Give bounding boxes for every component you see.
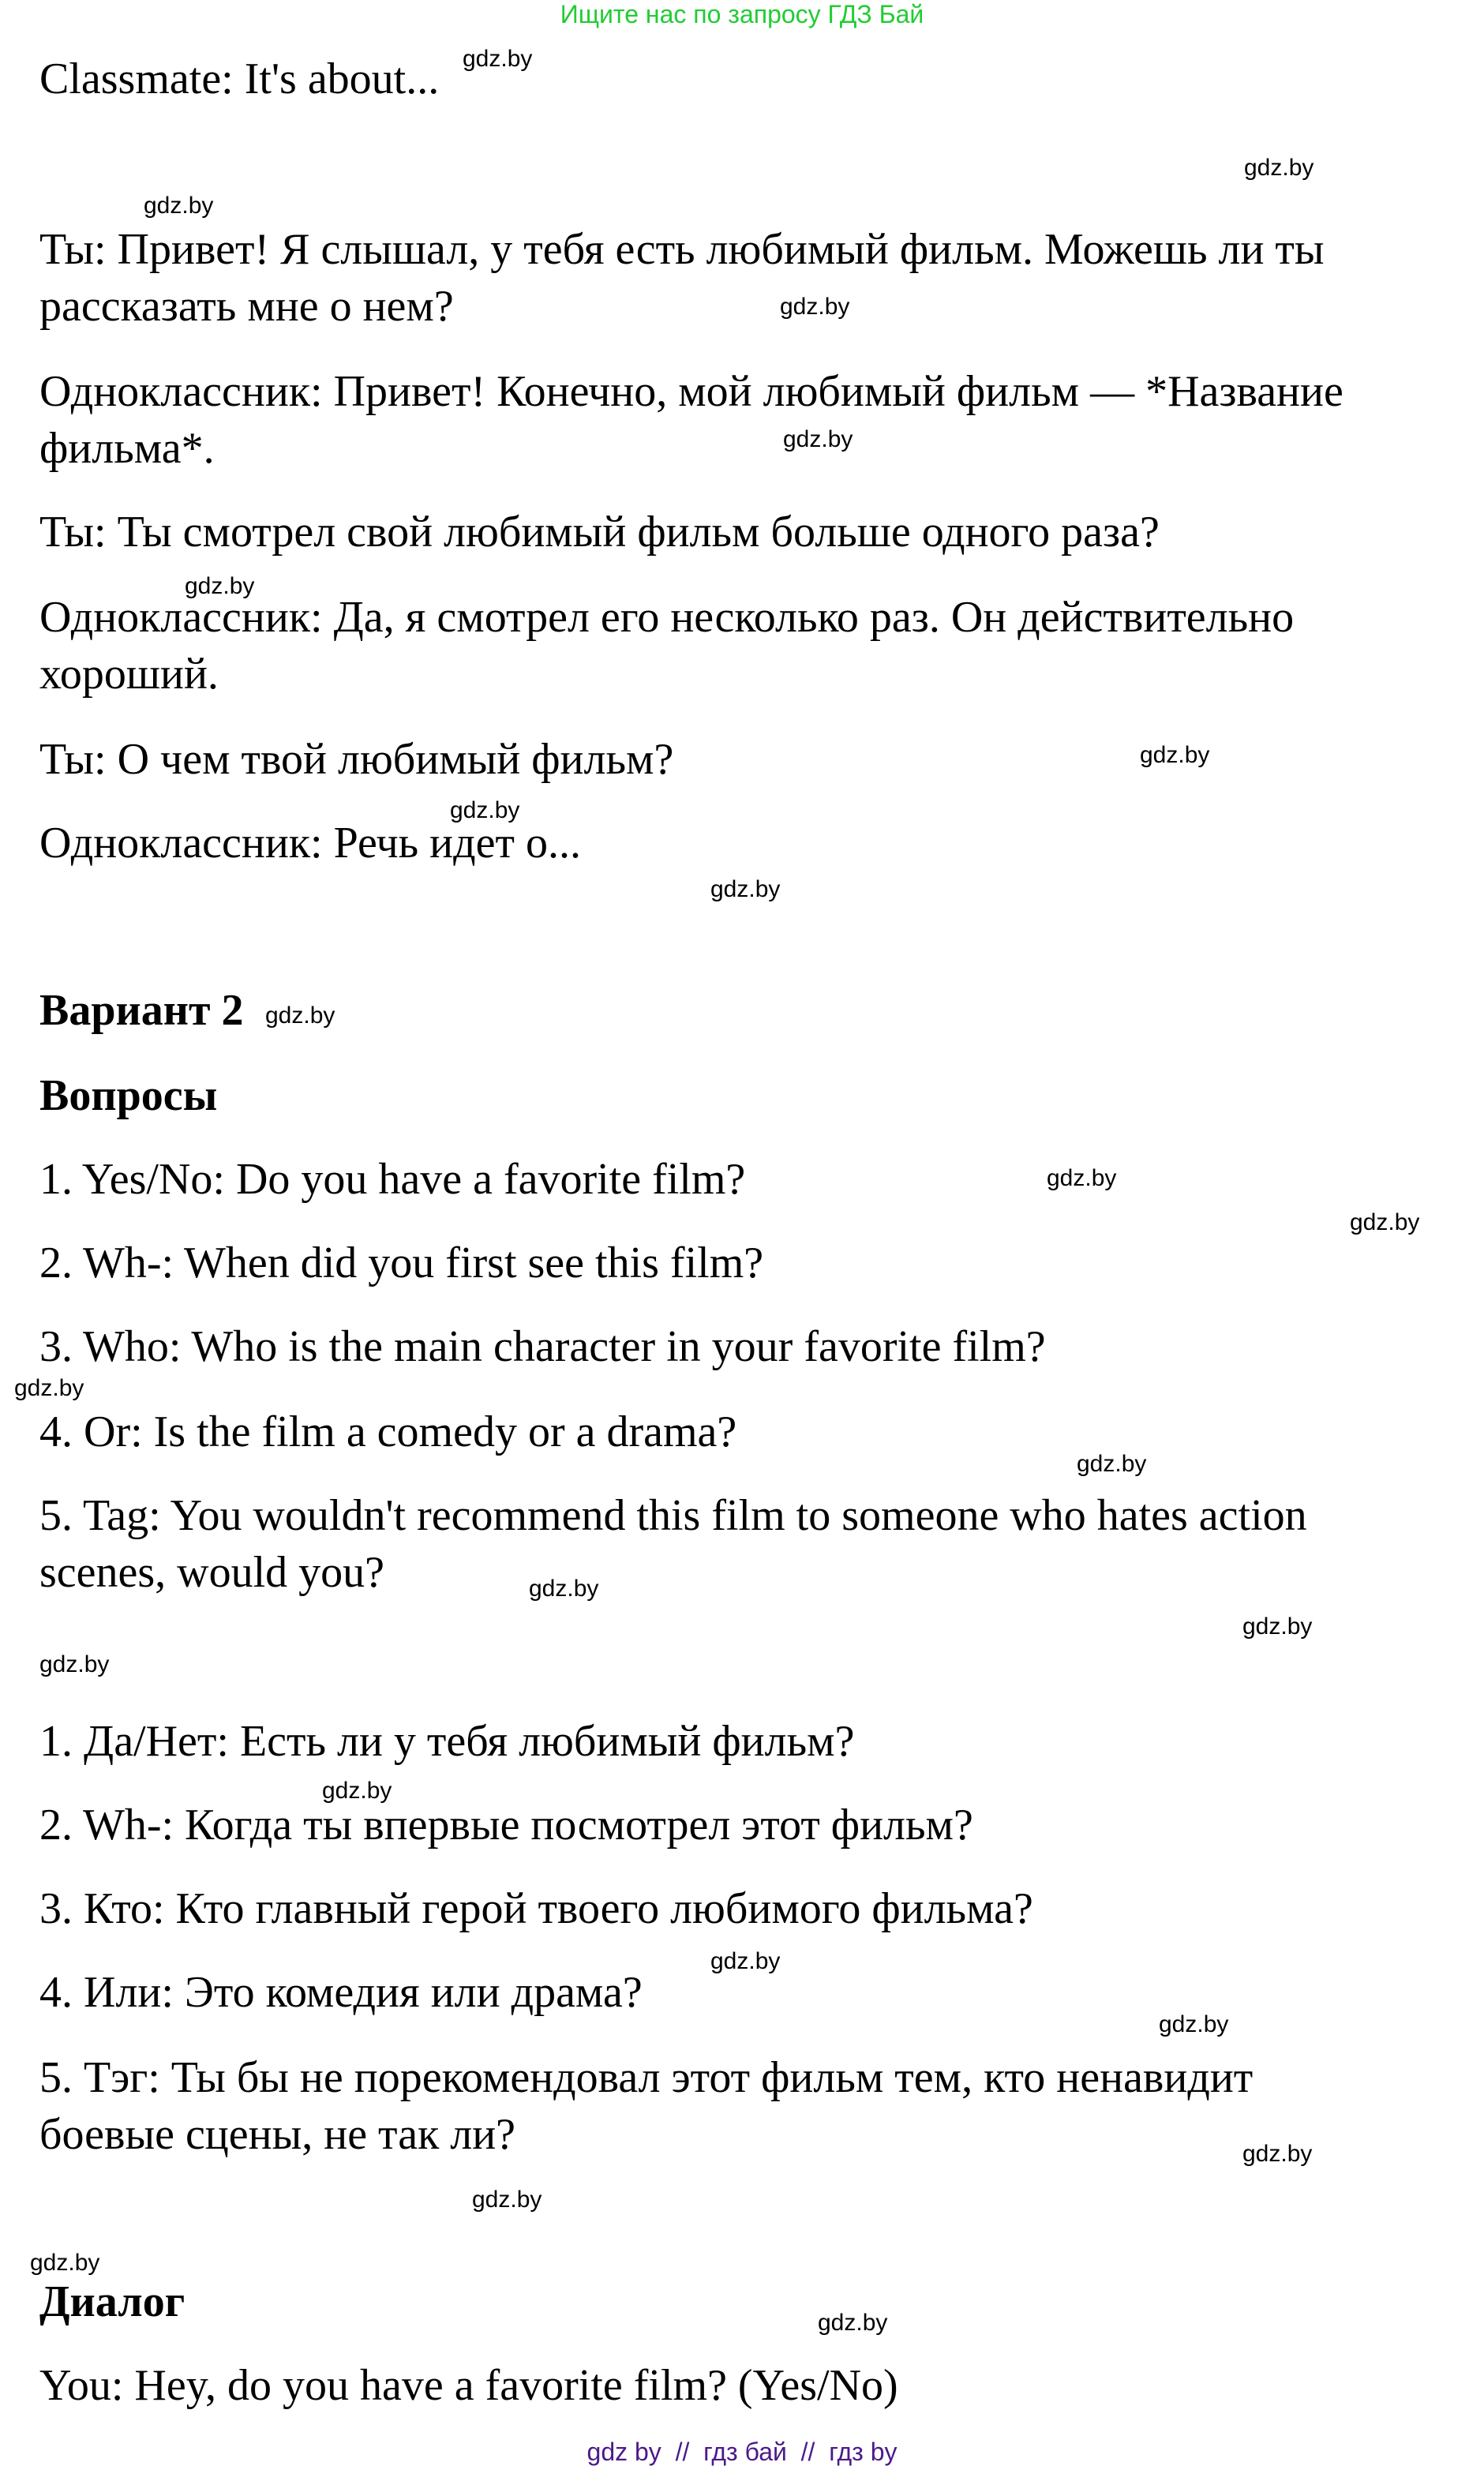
watermark: gdz.by [710,1948,781,1974]
watermark: gdz.by [265,1003,335,1029]
question-ru: 4. Или: Это комедия или драма? [39,1968,643,2017]
watermark: gdz.by [1077,1451,1147,1477]
variant-title: Вариант 2 [39,986,244,1035]
watermark: gdz.by [450,797,520,823]
dialogue-line: Ты: Привет! Я слышал, у тебя есть любимый фильм. Можешь ли ты [39,225,1325,274]
dialogue-line: рассказать мне о нем? [39,282,454,331]
watermark: gdz.by [780,294,850,320]
dialogue-heading: Диалог [39,2277,186,2326]
watermark: gdz.by [14,1375,84,1401]
watermark: gdz.by [1159,2011,1229,2037]
watermark: gdz.by [1350,1209,1420,1235]
dialogue-line: Ты: О чем твой любимый фильм? [39,735,674,784]
question-ru: боевые сцены, не так ли? [39,2110,516,2159]
question-en: 1. Yes/No: Do you have a favorite film? [39,1155,746,1204]
watermark: gdz.by [1242,2141,1313,2167]
watermark: gdz.by [30,2250,100,2276]
watermark: gdz.by [1242,1613,1313,1640]
question-en: 3. Who: Who is the main character in your favorite film? [39,1322,1046,1371]
question-ru: 2. Wh-: Когда ты впервые посмотрел этот фильм? [39,1801,973,1850]
question-ru: 5. Тэг: Ты бы не порекомендовал этот фильм тем, кто ненавидит [39,2053,1254,2102]
watermark: gdz.by [1140,742,1210,768]
dialogue-line: хороший. [39,650,219,699]
header-banner: Ищите нас по запросу ГДЗ Бай [560,0,924,28]
watermark: gdz.by [322,1778,392,1804]
questions-heading: Вопросы [39,1071,218,1120]
question-ru: 3. Кто: Кто главный герой твоего любимого фильма? [39,1884,1033,1933]
question-en: 5. Tag: You wouldn't recommend this film to someone who hates action [39,1491,1307,1540]
watermark: gdz.by [1047,1165,1117,1191]
dialogue-line: Classmate: It's about... [39,54,440,103]
watermark: gdz.by [185,573,255,599]
dialogue-line: Ты: Ты смотрел свой любимый фильм больше одного раза? [39,508,1160,557]
question-en: 4. Or: Is the film a comedy or a drama? [39,1407,737,1456]
watermark: gdz.by [529,1576,599,1602]
watermark: gdz.by [783,426,853,452]
dialogue-line: Одноклассник: Да, я смотрел его несколько раз. Он действительно [39,593,1295,642]
dialogue-line: фильма*. [39,424,215,473]
footer-banner: gdz by // гдз бай // гдз by [586,2438,898,2466]
question-en: 2. Wh-: When did you first see this film? [39,1239,764,1287]
watermark: gdz.by [1244,155,1314,181]
dialogue-line: Одноклассник: Речь идет о... [39,819,581,868]
watermark: gdz.by [710,876,781,902]
dialogue-line: You: Hey, do you have a favorite film? (Yes/No) [39,2361,898,2410]
question-ru: 1. Да/Нет: Есть ли у тебя любимый фильм? [39,1717,855,1766]
dialogue-line: Одноклассник: Привет! Конечно, мой любимый фильм — *Название [39,367,1343,416]
watermark: gdz.by [144,193,214,219]
watermark: gdz.by [472,2187,542,2213]
watermark: gdz.by [39,1651,110,1677]
question-en: scenes, would you? [39,1548,385,1597]
watermark: gdz.by [818,2310,888,2336]
watermark: gdz.by [463,46,533,72]
